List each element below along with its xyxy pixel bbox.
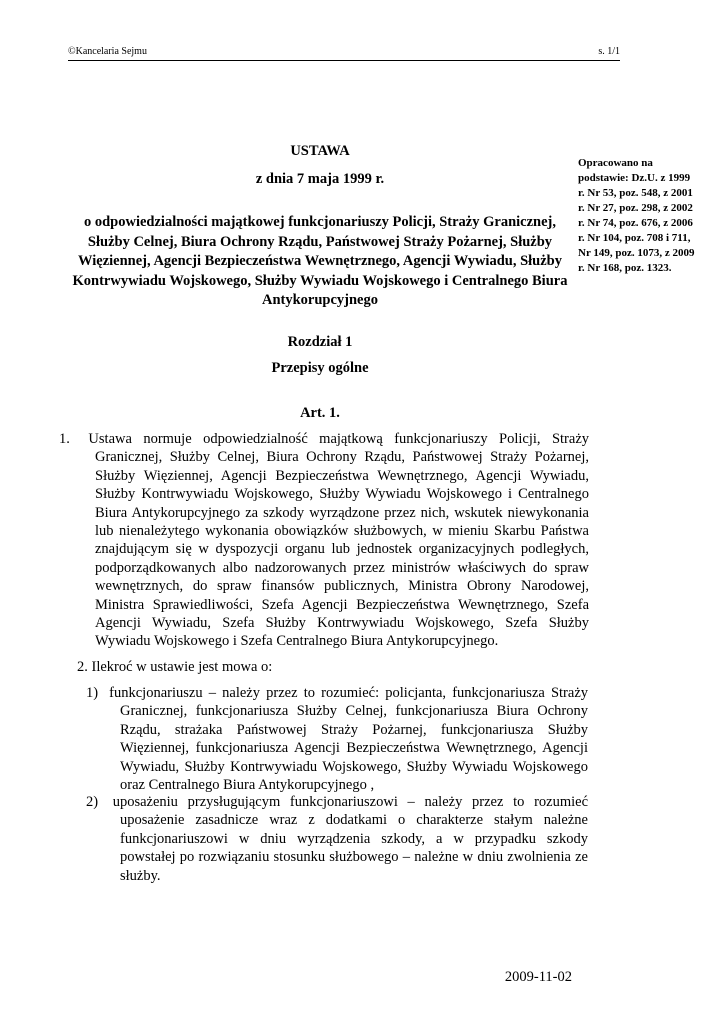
chapter-subtitle: Przepisy ogólne — [271, 360, 369, 376]
page-header — [68, 46, 620, 61]
chapter-heading — [68, 333, 572, 377]
act-subject: o odpowiedzialności majątkowej funkcjonariuszy Policji, Straży Granicznej, Służby Celnej, Biura Ochrony Rządu, Państwowej Straży Pożarnej, Służby Więziennej, Agencji Bezpieczeństwa Wewnętrznego, Agencji Wywiadu, Służby Kontrwywiadu Wojskowego, Służby Wywiadu Wojskowego i Centralnego Biura Antykorupcyjnego — [72, 214, 568, 308]
paragraph-1-text: Ustawa normuje odpowiedzialność majątkową funkcjonariuszy Policji, Straży Granicznej, Służby Celnej, Biura Ochrony Rządu, Państwowej Straży Pożarnej, Służby Więziennej, Agencji Bezpieczeństwa Wewnętrznego, Agencji Wywiadu, Służby Kontrwywiadu Wojskowego, Służby Wywiadu Wojskowego i Centralnego Biura Antykorupcyjnego za szkody wyrządzone przez nich, wskutek niewykonania lub nienależytego wykonania obowiązków służbowych, w mieniu Skarbu Państwa znajdującym się w dyspozycji organu lub jednostek organizacyjnych podległych, podporządkowanych albo nadzorowanych przez ministrów właściwych do spraw wewnętrznych, do spraw finansów publicznych, Ministra Obrony Narodowej, Ministra Sprawiedliwości, Szefa Agencji Bezpieczeństwa Wewnętrznego, Szefa Agencji Wywiadu, Szefa Służby Kontrwywiadu Wojskowego, Szefa Służby Wywiadu Wojskowego i Szefa Centralnego Biura Antykorupcyjnego. — [88, 431, 590, 650]
chapter-title: Rozdział 1 — [287, 334, 353, 350]
definition-item-2: 2) uposażeniu przysługującym funkcjonariuszowi – należy przez to rozumieć uposażenie zasadnicze wraz z dodatkami o charakterze stałym należne funkcjonariuszowi w dniu wyrządzenia szkody, a w przypadku szkody powstałej po rozwiązaniu stosunku służbowego – należne w dniu zwolnienia ze służby. — [86, 794, 589, 884]
source-note: Opracowano na podstawie: Dz.U. z 1999 r. Nr 53, poz. 548, z 2001 r. Nr 27, poz. 298, z 2002 r. Nr 74, poz. 676, z 2006 r. Nr 104, poz. 708 i 711, Nr 149, poz. 1073, z 2009 r. Nr 168, poz. 1323. — [578, 157, 695, 274]
header-page-number: s. 1/1 — [598, 46, 620, 57]
act-type: USTAWA — [290, 143, 350, 159]
paragraph-2-text: Ilekroć w ustawie jest mowa o: — [91, 659, 273, 675]
header-publisher: ©Kancelaria Sejmu — [68, 46, 147, 57]
article-title: Art. 1. — [300, 405, 340, 421]
item-2-text: uposażeniu przysługującym funkcjonariuszowi – należy przez to rozumieć uposażenie zasadnicze wraz z dodatkami o charakterze stałym należne funkcjonariuszowi w dniu wyrządzenia szkody, a w przypadku szkody powstałej po rozwiązaniu stosunku służbowego – należne w dniu zwolnienia ze służby. — [112, 794, 589, 884]
paragraph-2-number: 2. — [77, 659, 88, 675]
act-date: z dnia 7 maja 1999 r. — [255, 171, 385, 187]
footer-date: 2009-11-02 — [504, 969, 572, 985]
act-title-block — [68, 142, 572, 311]
item-1-text: funkcjonariuszu – należy przez to rozumieć: policjanta, funkcjonariusza Straży Granicznej, funkcjonariusza Służby Celnej, funkcjonariusza Biura Ochrony Rządu, strażaka Państwowej Straży Pożarnej, funkcjonariusza Służby Więziennej, funkcjonariusza Agencji Bezpieczeństwa Wewnętrznego, Agencji Wywiadu, Służby Kontrwywiadu Wojskowego, Służby Wywiadu Wojskowego oraz Centralnego Biura Antykorupcyjnego , — [109, 685, 589, 794]
definition-item-1: 1) funkcjonariuszu – należy przez to rozumieć: policjanta, funkcjonariusza Straży Granicznej, funkcjonariusza Służby Celnej, funkcjonariusza Biura Ochrony Rządu, strażaka Państwowej Straży Pożarnej, funkcjonariusza Służby Więziennej, funkcjonariusza Agencji Bezpieczeństwa Wewnętrznego, Agencji Wywiadu, Służby Kontrwywiadu Wojskowego, Służby Wywiadu Wojskowego oraz Centralnego Biura Antykorupcyjnego , — [86, 685, 589, 794]
paragraph-2 — [77, 658, 571, 676]
paragraph-1: 1. Ustawa normuje odpowiedzialność majątkową funkcjonariuszy Policji, Straży Granicznej, Służby Celnej, Biura Ochrony Rządu, Państwowej Straży Pożarnej, Służby Więziennej, Agencji Bezpieczeństwa Wewnętrznego, Agencji Wywiadu, Służby Kontrwywiadu Wojskowego, Służby Wywiadu Wojskowego i Centralnego Biura Antykorupcyjnego za szkody wyrządzone przez nich, wskutek niewykonania lub nienależytego wykonania obowiązków służbowych, w mieniu Skarbu Państwa znajdującym się w dyspozycji organu lub jednostek organizacyjnych podległych, podporządkowanych albo nadzorowanych przez ministrów właściwych do spraw wewnętrznych, do spraw finansów publicznych, Ministra Obrony Narodowej, Ministra Sprawiedliwości, Szefa Agencji Bezpieczeństwa Wewnętrznego, Szefa Agencji Wywiadu, Szefa Służby Kontrwywiadu Wojskowego, Szefa Służby Wywiadu Wojskowego i Szefa Centralnego Biura Antykorupcyjnego. — [59, 431, 590, 650]
